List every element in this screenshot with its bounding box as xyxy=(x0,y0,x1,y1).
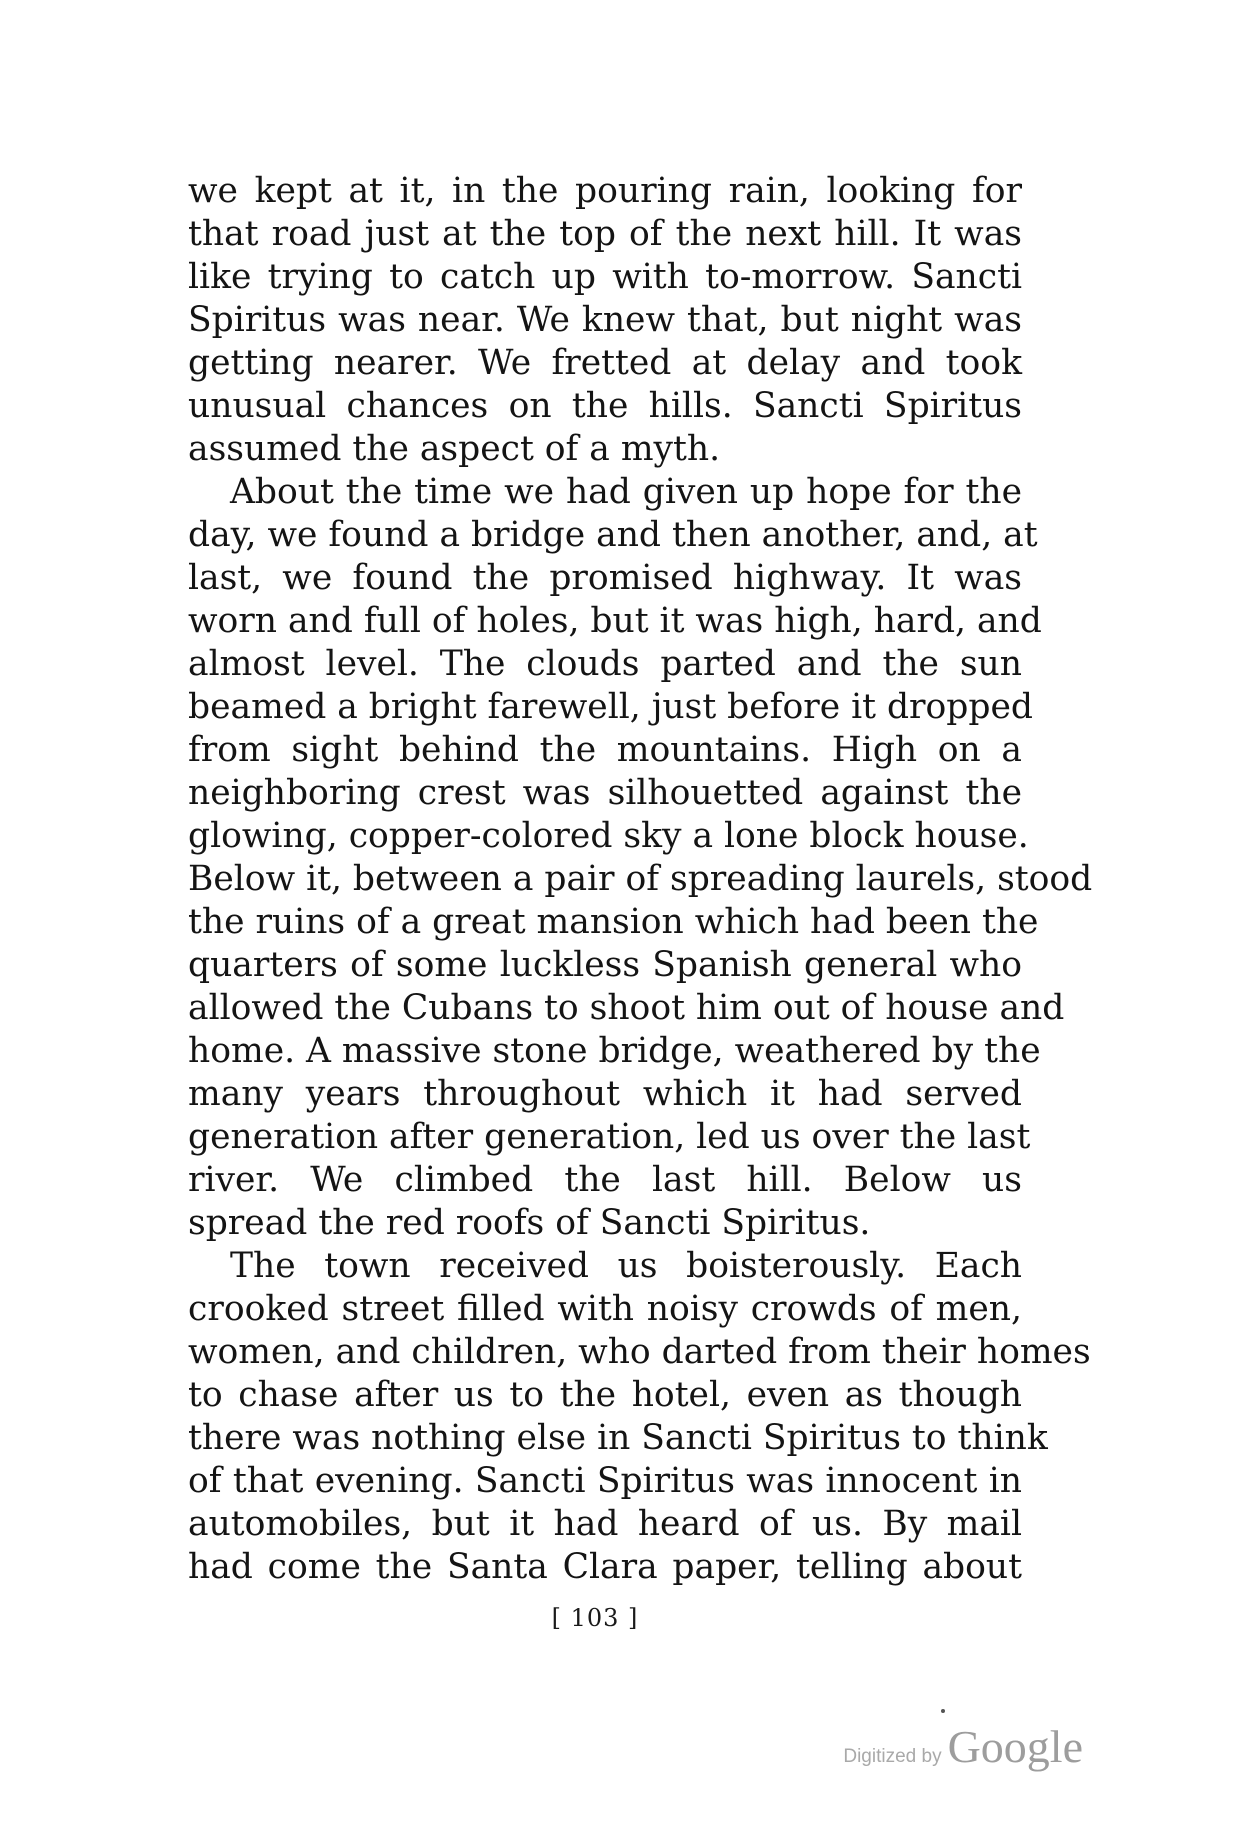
speck-mark xyxy=(941,1709,945,1713)
text-line: getting nearer. We fretted at delay and took xyxy=(188,343,1022,383)
text-line: that road just at the top of the next hill. It was xyxy=(188,214,1022,254)
text-line: worn and full of holes, but it was high, hard, and xyxy=(188,601,1042,641)
text-line: day, we found a bridge and then another, and, at xyxy=(188,515,1038,555)
text-line: women, and children, who darted from their homes xyxy=(188,1332,1091,1372)
text-line: automobiles, but it had heard of us. By mail xyxy=(188,1504,1022,1544)
text-line: to chase after us to the hotel, even as though xyxy=(188,1375,1022,1415)
text-line: last, we found the promised highway. It was xyxy=(188,558,1022,598)
text-line: the ruins of a great mansion which had been the xyxy=(188,902,1039,942)
text-line: assumed the aspect of a myth. xyxy=(188,429,721,469)
text-line: there was nothing else in Sancti Spiritus to think xyxy=(188,1418,1048,1458)
text-line: About the time we had given up hope for the xyxy=(230,472,1022,512)
text-line: had come the Santa Clara paper, telling about xyxy=(188,1547,1022,1587)
text-line: we kept at it, in the pouring rain, looking for xyxy=(188,171,1022,211)
text-line: Spiritus was near. We knew that, but night was xyxy=(188,300,1022,340)
text-line: of that evening. Sancti Spiritus was innocent in xyxy=(188,1461,1022,1501)
text-line: generation after generation, led us over the last xyxy=(188,1117,1031,1157)
text-line: river. We climbed the last hill. Below us xyxy=(188,1160,1022,1200)
text-line: spread the red roofs of Sancti Spiritus. xyxy=(188,1203,871,1243)
text-line: allowed the Cubans to shoot him out of house and xyxy=(188,988,1065,1028)
body-text xyxy=(188,170,1093,1589)
text-line: Below it, between a pair of spreading laurels, stood xyxy=(188,859,1093,899)
watermark-prefix: Digitized by xyxy=(843,1746,942,1767)
digitized-watermark xyxy=(843,1720,1083,1773)
page-number: [ 103 ] xyxy=(551,1604,639,1632)
text-line: many years throughout which it had served xyxy=(188,1074,1022,1114)
text-line: almost level. The clouds parted and the sun xyxy=(188,644,1022,684)
text-line: The town received us boisterously. Each xyxy=(230,1246,1022,1286)
text-line: beamed a bright farewell, just before it dropped xyxy=(188,687,1033,727)
text-line: glowing, copper-colored sky a lone block house. xyxy=(188,816,1029,856)
text-line: unusual chances on the hills. Sancti Spiritus xyxy=(188,386,1022,426)
watermark-brand-logo: Google xyxy=(947,1721,1083,1772)
text-line: from sight behind the mountains. High on a xyxy=(188,730,1022,770)
text-line: home. A massive stone bridge, weathered by the xyxy=(188,1031,1041,1071)
text-line: quarters of some luckless Spanish general who xyxy=(188,945,1022,985)
text-line: like trying to catch up with to-morrow. Sancti xyxy=(188,257,1022,297)
text-line: neighboring crest was silhouetted against the xyxy=(188,773,1022,813)
text-line: crooked street filled with noisy crowds of men, xyxy=(188,1289,1022,1329)
